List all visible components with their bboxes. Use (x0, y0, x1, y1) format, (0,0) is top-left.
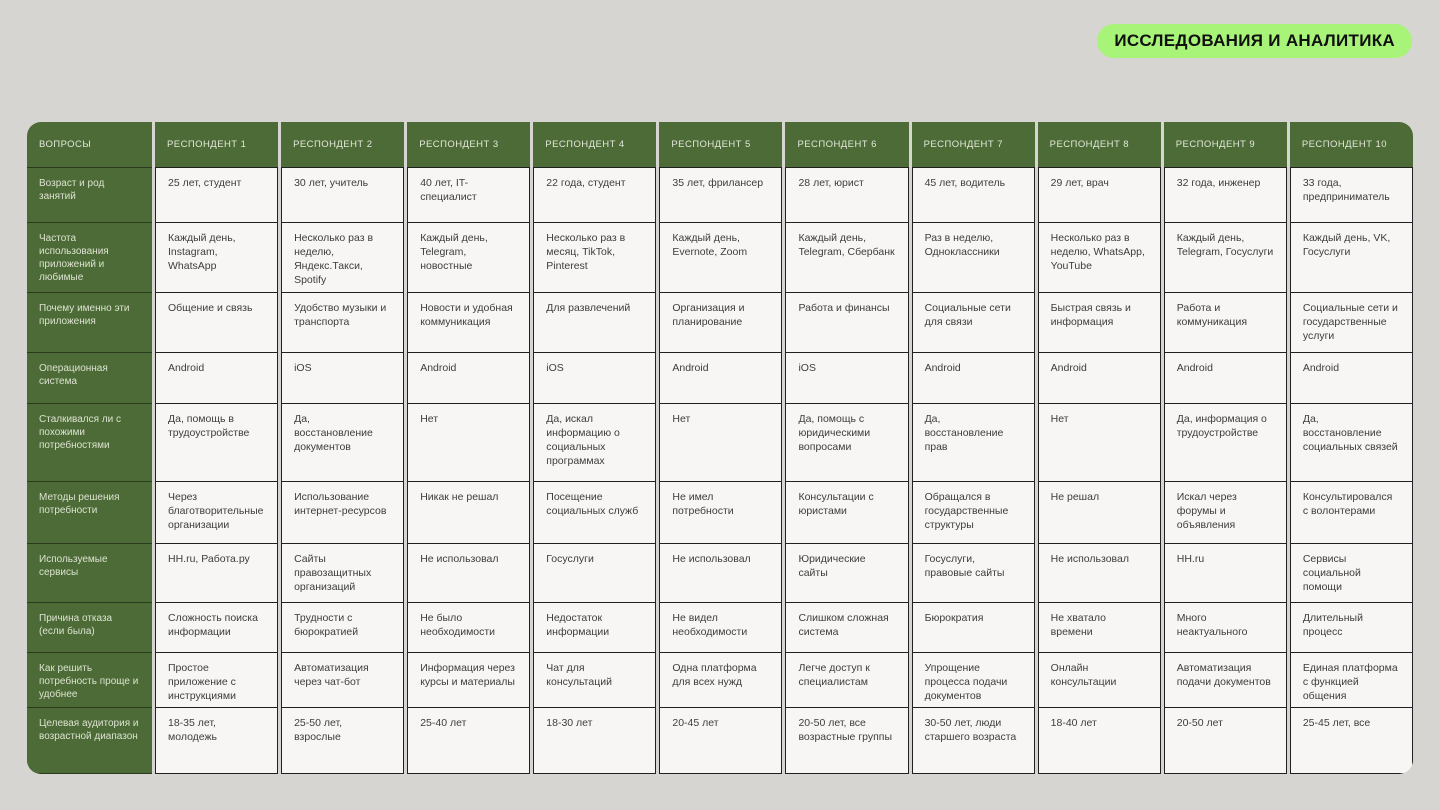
header-cell: РЕСПОНДЕНТ 2 (281, 122, 404, 167)
respondent-body (533, 167, 656, 774)
answer-cell: 18-40 лет (1039, 707, 1160, 773)
answer-cell: Информация через курсы и материалы (408, 652, 529, 707)
respondent-body (785, 167, 908, 774)
answer-cell: Единая платформа с функцией общения (1291, 652, 1412, 707)
answer-cell: Android (1165, 352, 1286, 403)
answer-cell: Нет (660, 403, 781, 481)
question-cell: Возраст и род занятий (27, 167, 152, 222)
answer-cell: 20-50 лет, все возрастные группы (786, 707, 907, 773)
answer-cell: Не имел потребности (660, 481, 781, 543)
answer-cell: 29 лет, врач (1039, 167, 1160, 222)
answer-cell: Да, восстановление документов (282, 403, 403, 481)
header-cell: РЕСПОНДЕНТ 1 (155, 122, 278, 167)
answer-cell: Одна платформа для всех нужд (660, 652, 781, 707)
answer-cell: Каждый день, Instagram, WhatsApp (156, 222, 277, 292)
answer-cell: Android (1039, 352, 1160, 403)
answer-cell: Социальные сети и государственные услуги (1291, 292, 1412, 352)
analytics-badge: ИССЛЕДОВАНИЯ И АНАЛИТИКА (1097, 24, 1412, 58)
answer-cell: Несколько раз в неделю, WhatsApp, YouTube (1039, 222, 1160, 292)
answer-cell: 18-30 лет (534, 707, 655, 773)
answer-cell: Консультировался с волонтерами (1291, 481, 1412, 543)
answer-cell: HH.ru (1165, 543, 1286, 602)
answer-cell: Каждый день, Telegram, Госуслуги (1165, 222, 1286, 292)
answer-cell: Android (913, 352, 1034, 403)
answer-cell: 40 лет, IT-специалист (408, 167, 529, 222)
header-cell: РЕСПОНДЕНТ 6 (785, 122, 908, 167)
answer-cell: Социальные сети для связи (913, 292, 1034, 352)
respondent-column-1 (155, 122, 278, 774)
respondent-column-3 (407, 122, 530, 774)
respondent-body (281, 167, 404, 774)
answer-cell: 32 года, инженер (1165, 167, 1286, 222)
answer-cell: Сложность поиска информации (156, 602, 277, 652)
respondent-column-10 (1290, 122, 1413, 774)
answer-cell: Работа и финансы (786, 292, 907, 352)
answer-cell: 25-50 лет, взрослые (282, 707, 403, 773)
answer-cell: 22 года, студент (534, 167, 655, 222)
answer-cell: Для развлечений (534, 292, 655, 352)
respondent-body (1164, 167, 1287, 774)
header-cell: РЕСПОНДЕНТ 5 (659, 122, 782, 167)
respondent-column-4 (533, 122, 656, 774)
answer-cell: 25 лет, студент (156, 167, 277, 222)
answer-cell: Легче доступ к специалистам (786, 652, 907, 707)
question-cell: Операционная система (27, 352, 152, 403)
respondent-column-8 (1038, 122, 1161, 774)
answer-cell: Не использовал (408, 543, 529, 602)
answer-cell: Нет (408, 403, 529, 481)
answer-cell: HH.ru, Работа.ру (156, 543, 277, 602)
header-cell: РЕСПОНДЕНТ 8 (1038, 122, 1161, 167)
header-cell: РЕСПОНДЕНТ 4 (533, 122, 656, 167)
answer-cell: Каждый день, Telegram, новостные (408, 222, 529, 292)
question-cell: Почему именно эти приложения (27, 292, 152, 352)
respondent-column-2 (281, 122, 404, 774)
answer-cell: Новости и удобная коммуникация (408, 292, 529, 352)
questions-body (27, 167, 152, 774)
answer-cell: 25-45 лет, все (1291, 707, 1412, 773)
answer-cell: Быстрая связь и информация (1039, 292, 1160, 352)
question-cell: Причина отказа (если была) (27, 602, 152, 652)
answer-cell: Простое приложение с инструкциями (156, 652, 277, 707)
answer-cell: Слишком сложная система (786, 602, 907, 652)
answer-cell: Через благотворительные организации (156, 481, 277, 543)
answer-cell: Не было необходимости (408, 602, 529, 652)
answer-cell: Длительный процесс (1291, 602, 1412, 652)
answer-cell: Юридические сайты (786, 543, 907, 602)
question-cell: Частота использования приложений и любимые (27, 222, 152, 292)
answer-cell: Автоматизация подачи документов (1165, 652, 1286, 707)
answer-cell: 30 лет, учитель (282, 167, 403, 222)
question-cell: Используемые сервисы (27, 543, 152, 602)
header-cell: РЕСПОНДЕНТ 10 (1290, 122, 1413, 167)
answer-cell: Госуслуги, правовые сайты (913, 543, 1034, 602)
answer-cell: Сервисы социальной помощи (1291, 543, 1412, 602)
answer-cell: Нет (1039, 403, 1160, 481)
respondent-body (155, 167, 278, 774)
respondent-column-6 (785, 122, 908, 774)
answer-cell: Не решал (1039, 481, 1160, 543)
respondent-body (1038, 167, 1161, 774)
answer-cell: 25-40 лет (408, 707, 529, 773)
answer-cell: Много неактуального (1165, 602, 1286, 652)
questions-column (27, 122, 152, 774)
respondent-body (912, 167, 1035, 774)
answer-cell: Обращался в государственные структуры (913, 481, 1034, 543)
answer-cell: Бюрократия (913, 602, 1034, 652)
answer-cell: Работа и коммуникация (1165, 292, 1286, 352)
respondent-body (407, 167, 530, 774)
answer-cell: Несколько раз в месяц, TikTok, Pinterest (534, 222, 655, 292)
answer-cell: Общение и связь (156, 292, 277, 352)
answer-cell: Каждый день, Evernote, Zoom (660, 222, 781, 292)
answer-cell: Да, помощь в трудоустройстве (156, 403, 277, 481)
respondent-body (1290, 167, 1413, 774)
answer-cell: Раз в неделю, Одноклассники (913, 222, 1034, 292)
answer-cell: Удобство музыки и транспорта (282, 292, 403, 352)
answer-cell: Упрощение процесса подачи документов (913, 652, 1034, 707)
answer-cell: Да, восстановление социальных связей (1291, 403, 1412, 481)
respondent-body (659, 167, 782, 774)
answer-cell: Использование интернет-ресурсов (282, 481, 403, 543)
answer-cell: 28 лет, юрист (786, 167, 907, 222)
header-cell: РЕСПОНДЕНТ 7 (912, 122, 1035, 167)
answer-cell: iOS (786, 352, 907, 403)
answer-cell: Android (1291, 352, 1412, 403)
header-cell: РЕСПОНДЕНТ 3 (407, 122, 530, 167)
respondent-column-9 (1164, 122, 1287, 774)
answer-cell: Не хватало времени (1039, 602, 1160, 652)
answer-cell: Android (156, 352, 277, 403)
answer-cell: Сайты правозащитных организаций (282, 543, 403, 602)
answer-cell: Онлайн консультации (1039, 652, 1160, 707)
answer-cell: Android (660, 352, 781, 403)
question-cell: Целевая аудитория и возрастной диапазон (27, 707, 152, 773)
answer-cell: Android (408, 352, 529, 403)
answer-cell: Да, помощь с юридическими вопросами (786, 403, 907, 481)
answer-cell: Да, восстановление прав (913, 403, 1034, 481)
answer-cell: iOS (282, 352, 403, 403)
answer-cell: 30-50 лет, люди старшего возраста (913, 707, 1034, 773)
answer-cell: Искал через форумы и объявления (1165, 481, 1286, 543)
answer-cell: Недостаток информации (534, 602, 655, 652)
answer-cell: 20-50 лет (1165, 707, 1286, 773)
answer-cell: Организация и планирование (660, 292, 781, 352)
answer-cell: Консультации с юристами (786, 481, 907, 543)
respondent-column-7 (912, 122, 1035, 774)
header-cell: РЕСПОНДЕНТ 9 (1164, 122, 1287, 167)
answer-cell: Чат для консультаций (534, 652, 655, 707)
answer-cell: 18-35 лет, молодежь (156, 707, 277, 773)
answer-cell: Посещение социальных служб (534, 481, 655, 543)
question-cell: Как решить потребность проще и удобнее (27, 652, 152, 707)
answer-cell: Несколько раз в неделю, Яндекс.Такси, Spotify (282, 222, 403, 292)
question-cell: Методы решения потребности (27, 481, 152, 543)
answer-cell: Трудности с бюрократией (282, 602, 403, 652)
answer-cell: 20-45 лет (660, 707, 781, 773)
answer-cell: Каждый день, Telegram, Сбербанк (786, 222, 907, 292)
answer-cell: Никак не решал (408, 481, 529, 543)
answer-cell: Не использовал (660, 543, 781, 602)
answer-cell: Не видел необходимости (660, 602, 781, 652)
answer-cell: 45 лет, водитель (913, 167, 1034, 222)
survey-table (27, 122, 1413, 774)
respondent-column-5 (659, 122, 782, 774)
answer-cell: iOS (534, 352, 655, 403)
header-cell: ВОПРОСЫ (27, 122, 152, 167)
answer-cell: Да, искал информацию о социальных программах (534, 403, 655, 481)
answer-cell: Автоматизация через чат-бот (282, 652, 403, 707)
answer-cell: Да, информация о трудоустройстве (1165, 403, 1286, 481)
answer-cell: 35 лет, фрилансер (660, 167, 781, 222)
question-cell: Сталкивался ли с похожими потребностями (27, 403, 152, 481)
answer-cell: Каждый день, VK, Госуслуги (1291, 222, 1412, 292)
answer-cell: 33 года, предприниматель (1291, 167, 1412, 222)
answer-cell: Не использовал (1039, 543, 1160, 602)
answer-cell: Госуслуги (534, 543, 655, 602)
